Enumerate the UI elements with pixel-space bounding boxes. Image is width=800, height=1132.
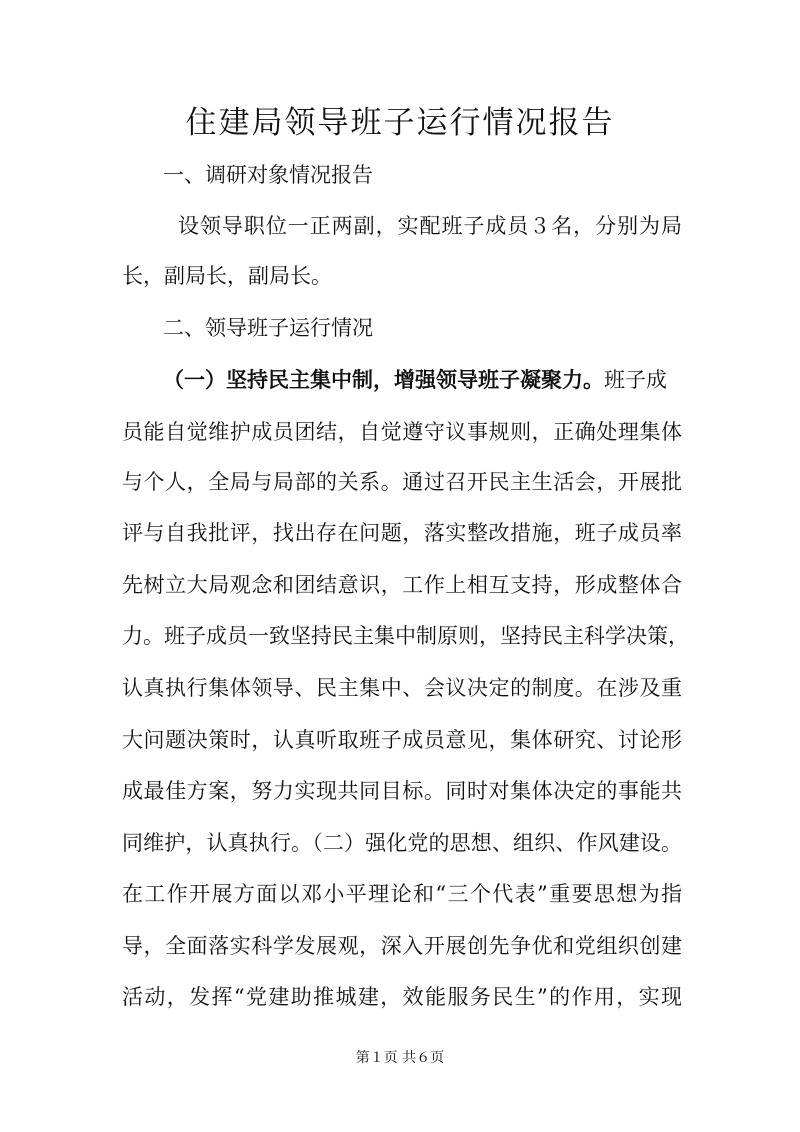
document-title: 住建局领导班子运行情况报告	[185, 105, 615, 141]
paragraph-line: 同维护，认真执行。（二）强化党的思想、组织、作风建设。	[122, 831, 682, 855]
page-number: 第１页 共６页	[355, 1050, 445, 1066]
paragraph-line: 长，副局长，副局长。	[122, 264, 332, 288]
paragraph-line: 先树立大局观念和团结意识，工作上相互支持，形成整体合	[122, 573, 682, 597]
section-heading-1: 一、调研对象情况报告	[163, 163, 373, 187]
paragraph-line: 评与自我批评，找出存在问题，落实整改措施，班子成员率	[122, 521, 682, 545]
paragraph-line: 设领导职位一正两副，实配班子成员３名，分别为局	[178, 214, 682, 238]
paragraph-text: 班子成	[604, 368, 667, 392]
paragraph-line: 导，全面落实科学发展观，深入开展创先争优和党组织创建	[122, 934, 682, 958]
paragraph-line: 员能自觉维护成员团结，自觉遵守议事规则，正确处理集体	[122, 420, 682, 444]
paragraph-line: 认真执行集体领导、民主集中、会议决定的制度。在涉及重	[122, 676, 682, 700]
paragraph-line: 大问题决策时，认真听取班子成员意见，集体研究、讨论形	[122, 728, 682, 752]
subheading-bold: （一）坚持民主集中制，增强领导班子凝聚力。	[163, 368, 604, 392]
section-heading-2: 二、领导班子运行情况	[163, 316, 373, 340]
paragraph-line: 力。班子成员一致坚持民主集中制原则，坚持民主科学决策，	[122, 624, 689, 648]
paragraph-first-line	[163, 365, 703, 395]
paragraph-line: 与个人，全局与局部的关系。通过召开民主生活会，开展批	[122, 470, 682, 494]
paragraph-line: 成最佳方案，努力实现共同目标。同时对集体决定的事能共	[122, 779, 682, 803]
paragraph-line: 在工作开展方面以邓小平理论和“三个代表”重要思想为指	[122, 882, 682, 906]
paragraph-line: 活动，发挥“党建助推城建，效能服务民生”的作用，实现	[122, 985, 682, 1009]
